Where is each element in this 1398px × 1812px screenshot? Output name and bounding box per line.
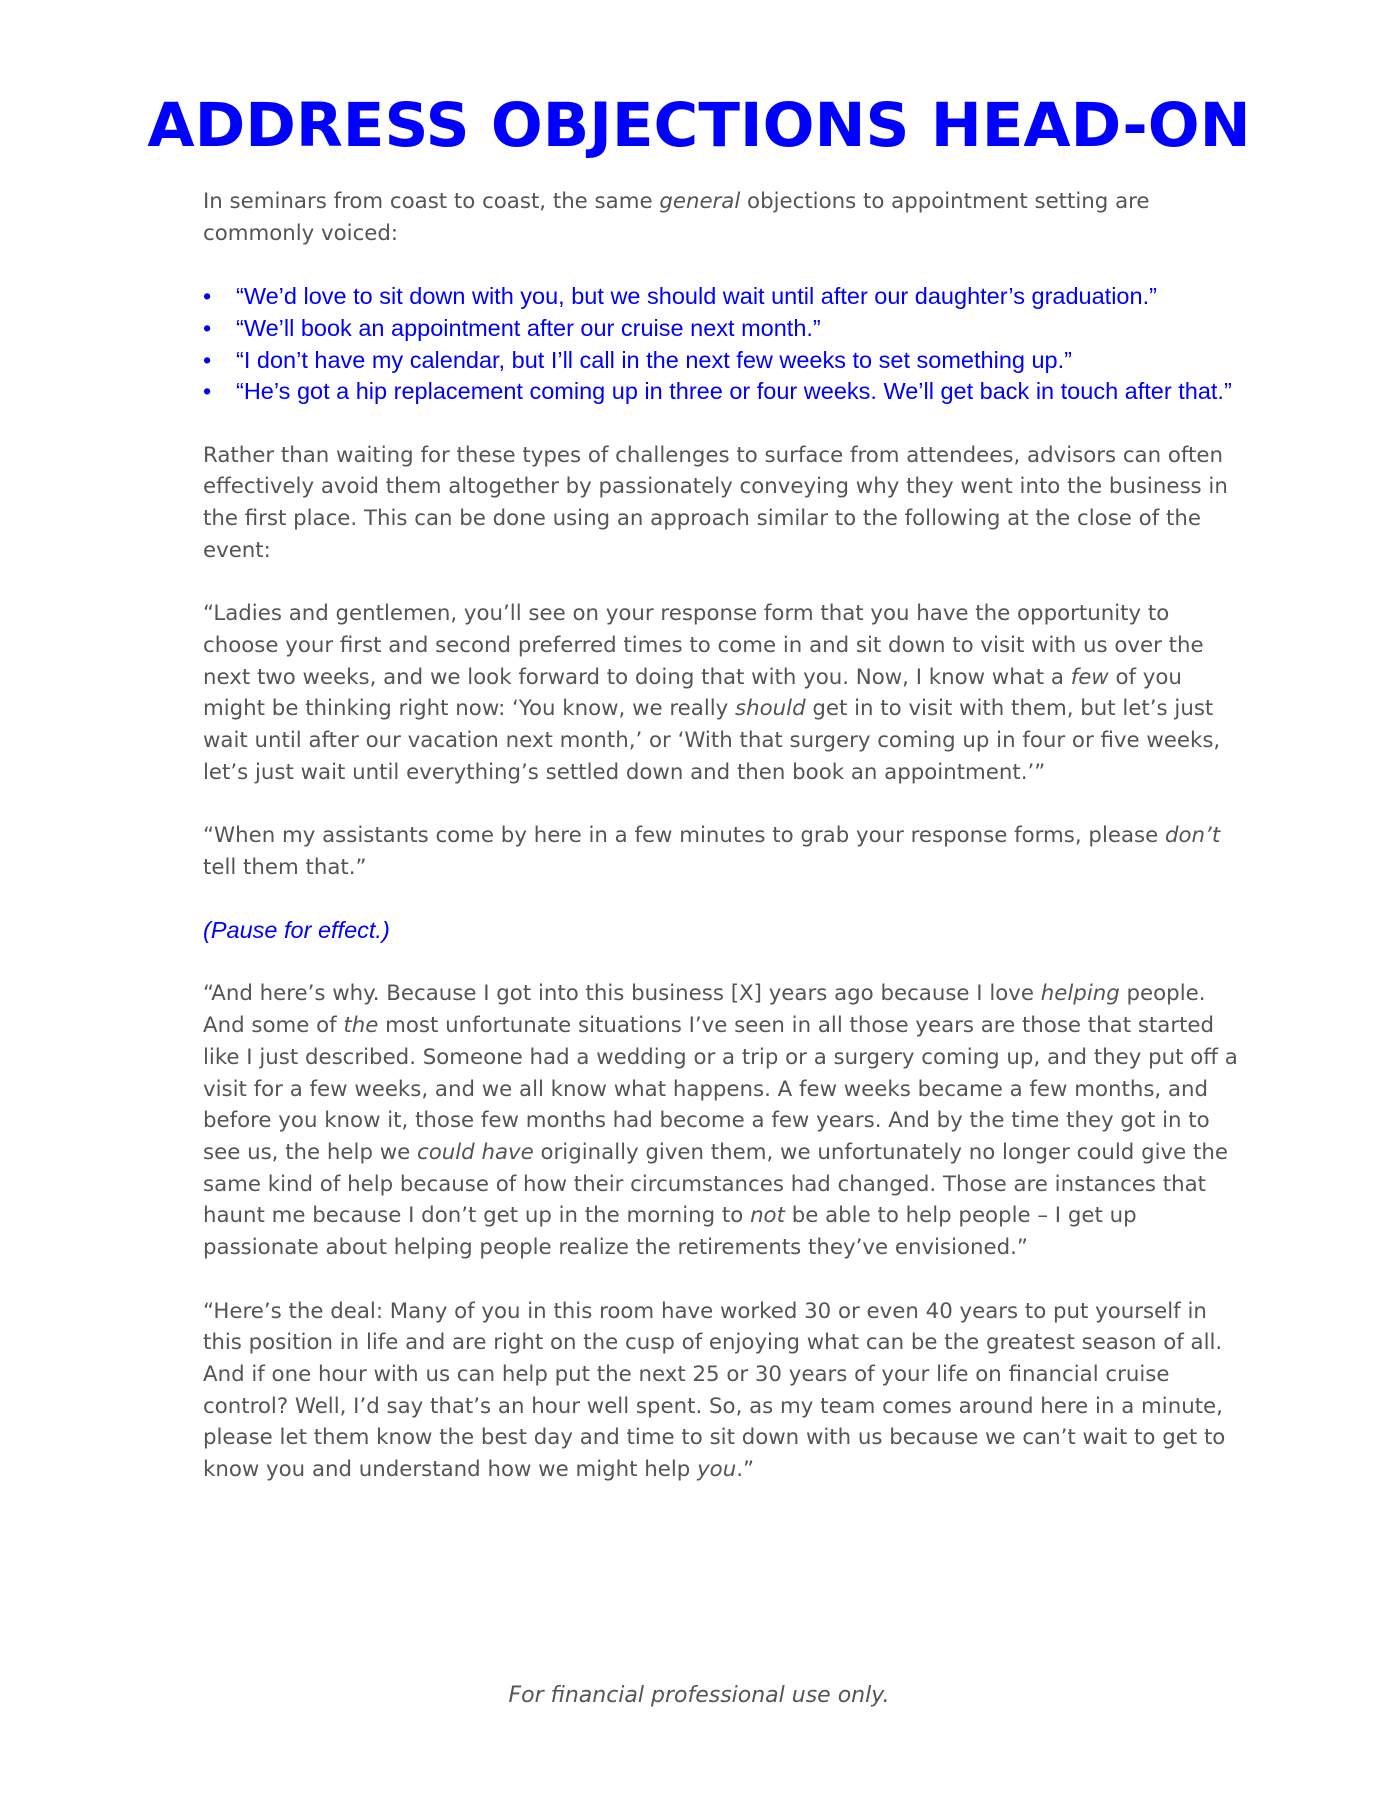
intro-emphasis: general <box>659 189 741 214</box>
objection-text: “I don’t have my calendar, but I’ll call in the next few weeks to set something up.” <box>236 346 1072 373</box>
assistants-emphasis-1: don’t <box>1165 823 1221 848</box>
why-emphasis-1: helping <box>1040 981 1120 1007</box>
why-text-5: be able to help people – I get up passionate about helping people realize the retirements they’ve envisioned.” <box>203 1203 1137 1261</box>
list-item <box>203 376 1243 408</box>
document-body <box>203 186 1243 1517</box>
list-item <box>203 313 1243 345</box>
ladies-emphasis-2: should <box>735 696 806 722</box>
why-paragraph <box>203 978 1243 1263</box>
bullet-icon: • <box>203 378 212 405</box>
ladies-emphasis-1: few <box>1070 664 1109 690</box>
ladies-paragraph <box>203 598 1243 788</box>
why-emphasis-2: the <box>343 1013 379 1039</box>
objection-text: “He’s got a hip replacement coming up in three or four weeks. We’ll get back in touch after that.” <box>236 378 1232 405</box>
why-text-4: originally given them, we unfortunately no longer could give the same kind of help because of how their circumstances had changed. Those are instances that haunt me because I don’t get up in the morning to <box>203 1140 1228 1229</box>
pause-note: (Pause for effect.) <box>203 917 390 944</box>
assistants-paragraph <box>203 820 1243 883</box>
deal-paragraph <box>203 1296 1243 1486</box>
why-text-1: “And here’s why. Because I got into this business [X] years ago because I love <box>203 981 1041 1007</box>
objection-text: “We’d love to sit down with you, but we should wait until after our daughter’s graduation.” <box>236 283 1157 310</box>
intro-text-after: objections to appointment setting are commonly voiced: <box>203 189 1150 246</box>
deal-emphasis-1: you <box>697 1457 737 1483</box>
why-text-3: most unfortunate situations I’ve seen in all those years are those that started like I just described. Someone had a wedding or a trip or a surgery coming up, and they put off a visit for a few weeks, and we all know what happens. A few weeks became a few months, and before you know it, those few months had become a few years. And by the time they got in to see us, the help we <box>203 1013 1238 1165</box>
objection-text: “We’ll book an appointment after our cruise next month.” <box>236 314 821 341</box>
why-emphasis-3: could have <box>417 1140 534 1165</box>
bullet-icon: • <box>203 346 212 373</box>
why-text-2: people. And some of <box>203 981 1206 1039</box>
bullet-icon: • <box>203 283 212 310</box>
list-item <box>203 345 1243 377</box>
deal-text-2: .” <box>736 1457 755 1483</box>
footer-disclaimer: For financial professional use only. <box>508 1683 890 1708</box>
intro-paragraph <box>203 186 1243 249</box>
assistants-text-1: “When my assistants come by here in a few minutes to grab your response forms, please <box>203 823 1165 848</box>
ladies-text-3: get in to visit with them, but let’s just wait until after our vacation next month,’ or ‘With that surgery coming up in four or five weeks, let’s just wait until everything’s settled down and then book an appointment.’” <box>203 696 1221 785</box>
why-emphasis-4: not <box>750 1203 785 1229</box>
ladies-text-2: of you might be thinking right now: ‘You know, we really <box>203 664 1182 722</box>
assistants-text-2: tell them that.” <box>203 854 367 880</box>
approach-paragraph: Rather than waiting for these types of challenges to surface from attendees, advisors can often effectively avoid them altogether by passionately conveying why they went into the business in the first place. This can be done using an approach similar to the following at the close of the event: <box>203 442 1228 563</box>
deal-text-1: “Here’s the deal: Many of you in this room have worked 30 or even 40 years to put yourself in this position in life and are right on the cusp of enjoying what can be the greatest season of all. And if one hour with us can help put the next 25 or 30 years of your life on financial cruise control? Well, I’d say that’s an hour well spent. So, as my team comes around here in a minute, please let them know the best day and time to sit down with us because we can’t wait to get to know you and understand how we might help <box>203 1298 1226 1483</box>
ladies-text-1: “Ladies and gentlemen, you’ll see on your response form that you have the opportunity to choose your first and second preferred times to come in and sit down to visit with us over the next two weeks, and we look forward to doing that with you. Now, I know what a <box>203 601 1204 690</box>
intro-text-before: In seminars from coast to coast, the same <box>203 189 660 214</box>
list-item <box>203 281 1243 313</box>
page-title: ADDRESS OBJECTIONS HEAD-ON <box>147 90 1251 161</box>
bullet-icon: • <box>203 314 212 341</box>
objection-list <box>203 281 1243 408</box>
